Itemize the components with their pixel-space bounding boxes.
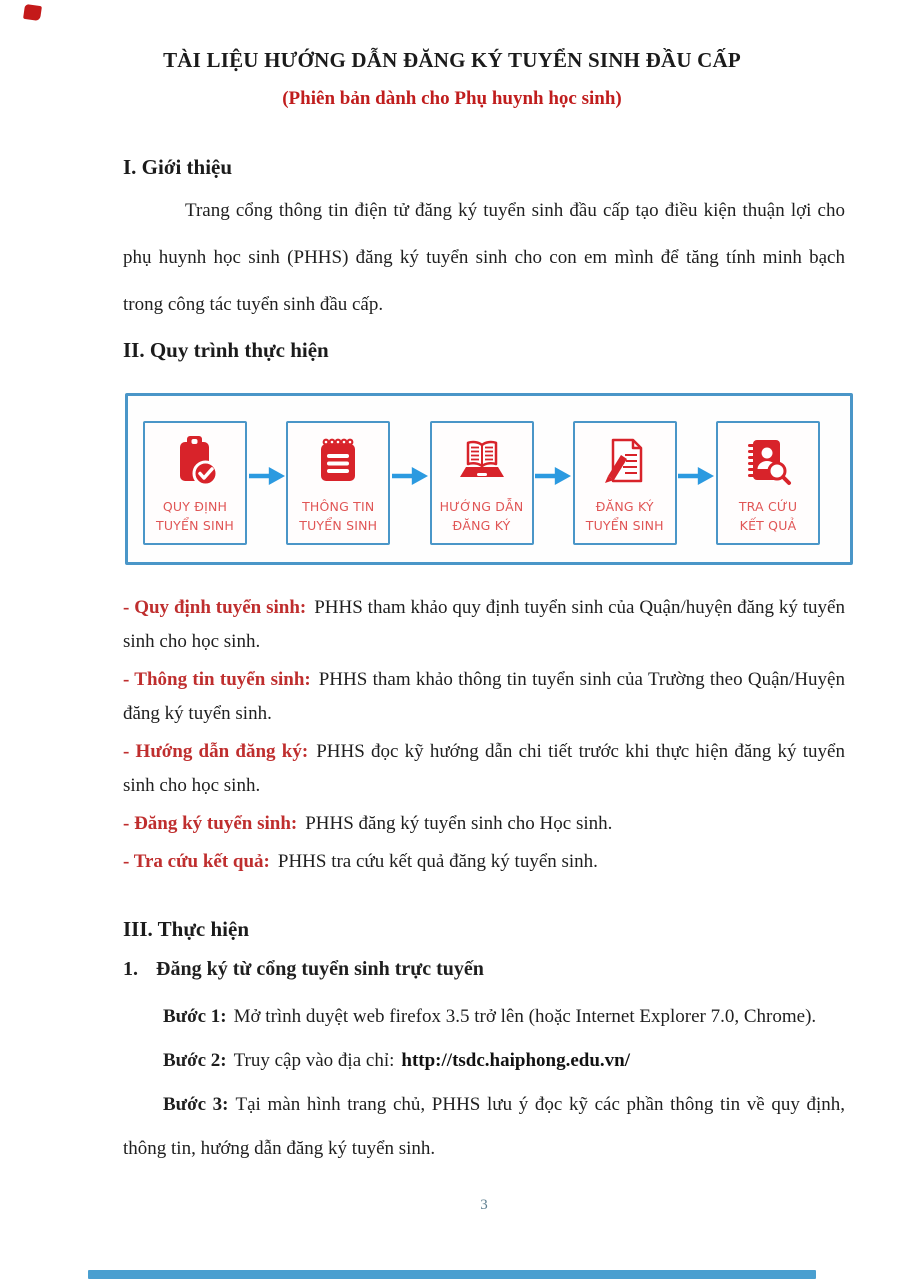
step-buoc-2 bbox=[123, 1039, 845, 1083]
flow-label-line2: KẾT QUẢ bbox=[739, 518, 797, 533]
flow-label-line2: ĐĂNG KÝ bbox=[452, 518, 511, 533]
step-buoc-1 bbox=[123, 995, 845, 1039]
implementation-steps bbox=[123, 995, 845, 1171]
bullet-text: PHHS đăng ký tuyển sinh cho Học sinh. bbox=[305, 813, 613, 834]
flow-step-dang-ky bbox=[573, 421, 677, 545]
step-lead: Bước 2: bbox=[163, 1050, 227, 1071]
page-subtitle: (Phiên bản dành cho Phụ huynh học sinh) bbox=[282, 88, 622, 109]
search-person-icon bbox=[740, 433, 796, 489]
arrow-right-icon bbox=[392, 465, 428, 487]
flow-step-thong-tin bbox=[286, 421, 390, 545]
arrow-right-icon bbox=[678, 465, 714, 487]
bullet-lead: - Tra cứu kết quả: bbox=[123, 851, 270, 872]
flow-label-line1: HƯỚNG DẪN bbox=[439, 499, 524, 514]
item-number: 1. bbox=[123, 958, 138, 980]
flow-step-label bbox=[299, 497, 377, 535]
flow-step-label bbox=[586, 497, 664, 535]
arrow-right-icon bbox=[249, 465, 285, 487]
notepad-icon bbox=[310, 433, 366, 489]
page-number: 3 bbox=[480, 1197, 488, 1213]
bullet-huong-dan bbox=[123, 735, 845, 803]
bullet-lead: - Đăng ký tuyển sinh: bbox=[123, 813, 298, 834]
step-text: Mở trình duyệt web firefox 3.5 trở lên (hoặc Internet Explorer 7.0, Chrome). bbox=[233, 1006, 817, 1027]
item-title: Đăng ký từ cổng tuyển sinh trực tuyến bbox=[156, 958, 484, 980]
flow-label-line1: TRA CỨU bbox=[738, 499, 798, 514]
step-text: Tại màn hình trang chủ, PHHS lưu ý đọc kỹ các phần thông tin về quy định, thông tin, hướng dẫn đăng ký tuyển sinh. bbox=[123, 1094, 846, 1159]
scan-artifact-mark bbox=[23, 4, 42, 21]
flow-label-line2: TUYỂN SINH bbox=[299, 518, 378, 533]
bullet-lead: - Thông tin tuyển sinh: bbox=[123, 669, 311, 690]
laptop-book-icon bbox=[454, 433, 510, 489]
bullet-text: PHHS tra cứu kết quả đăng ký tuyển sinh. bbox=[277, 851, 598, 872]
step-lead: Bước 3: bbox=[163, 1094, 229, 1115]
arrow-right-icon bbox=[535, 465, 571, 487]
numbered-item-1 bbox=[123, 958, 845, 981]
bullet-tra-cuu bbox=[123, 845, 845, 879]
bullet-quy-dinh bbox=[123, 591, 845, 659]
bullet-dang-ky bbox=[123, 807, 845, 841]
flow-label-line2: TUYỂN SINH bbox=[585, 518, 664, 533]
bullet-text: PHHS đọc kỹ hướng dẫn chi tiết trước khi thực hiện đăng ký tuyển sinh cho học sinh. bbox=[123, 741, 845, 796]
step-buoc-3 bbox=[123, 1083, 845, 1171]
section-heading-process: II. Quy trình thực hiện bbox=[123, 338, 329, 362]
tsdc-url-link[interactable]: http://tsdc.haiphong.edu.vn/ bbox=[401, 1050, 630, 1071]
flow-step-label bbox=[440, 497, 524, 535]
flow-step-label bbox=[739, 497, 797, 535]
pencil-document-icon bbox=[597, 433, 653, 489]
flow-label-line1: THÔNG TIN bbox=[302, 499, 375, 514]
bottom-blue-bar bbox=[88, 1270, 816, 1279]
process-flow-diagram bbox=[125, 393, 853, 565]
bullet-lead: - Quy định tuyển sinh: bbox=[123, 597, 307, 618]
flow-label-line1: ĐĂNG KÝ bbox=[595, 499, 654, 514]
document-body bbox=[123, 155, 845, 1214]
flow-label-line1: QUY ĐỊNH bbox=[162, 499, 228, 514]
section-heading-implementation: III. Thực hiện bbox=[123, 917, 250, 941]
step-text: Truy cập vào địa chỉ: bbox=[233, 1050, 395, 1071]
page-title: TÀI LIỆU HƯỚNG DẪN ĐĂNG KÝ TUYỂN SINH ĐẦU CẤP bbox=[163, 48, 741, 72]
flow-step-huong-dan bbox=[430, 421, 534, 545]
step-lead: Bước 1: bbox=[163, 1006, 227, 1027]
bullet-text: PHHS tham khảo thông tin tuyển sinh của Trường theo Quận/Huyện đăng ký tuyển sinh. bbox=[123, 669, 845, 724]
flow-step-tra-cuu bbox=[716, 421, 820, 545]
section-heading-intro: I. Giới thiệu bbox=[123, 155, 233, 179]
process-bullet-list bbox=[123, 591, 845, 879]
bullet-thong-tin bbox=[123, 663, 845, 731]
intro-paragraph: Trang cổng thông tin điện tử đăng ký tuyển sinh đầu cấp tạo điều kiện thuận lợi cho phụ huynh học sinh (PHHS) đăng ký tuyển sinh cho con em mình để tăng tính minh bạch trong công tác tuyển sinh đầu cấp. bbox=[123, 200, 845, 315]
flow-label-line2: TUYỂN SINH bbox=[155, 518, 234, 533]
clipboard-check-icon bbox=[167, 433, 223, 489]
flow-step-quy-dinh bbox=[143, 421, 247, 545]
bullet-text: PHHS tham khảo quy định tuyển sinh của Quận/huyện đăng ký tuyển sinh cho học sinh. bbox=[123, 597, 845, 652]
bullet-lead: - Hướng dẫn đăng ký: bbox=[123, 741, 309, 762]
flow-step-label bbox=[156, 497, 234, 535]
